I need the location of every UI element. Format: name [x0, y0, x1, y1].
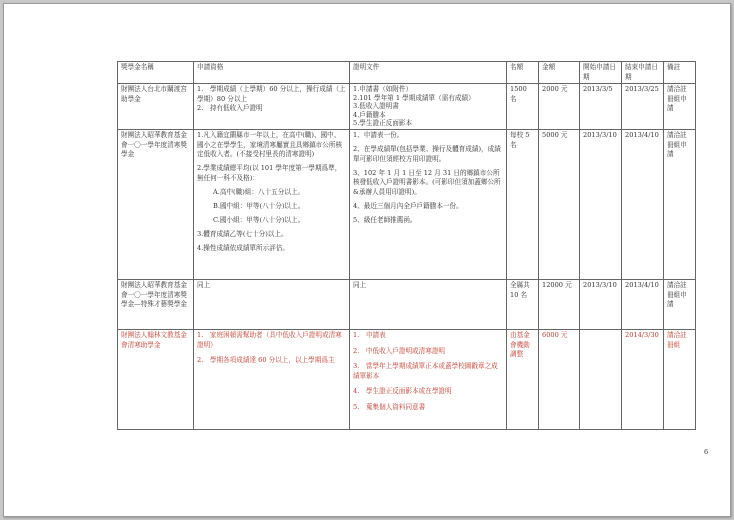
quota: 全縣共 10 名: [507, 280, 539, 330]
header-end-date: 結束申請日期: [622, 62, 664, 84]
documents-cell: [350, 130, 507, 280]
amount: 6000 元: [539, 330, 580, 430]
start-date: 2013/3/10: [580, 280, 622, 330]
quota: 每校 5 名: [507, 130, 539, 280]
document-item: 2.101 學年第 1 學期成績單（需有成績）: [353, 93, 475, 102]
document-item: 5、級任老師推薦函。: [353, 215, 417, 224]
document-item: 2、在學成績單(包括學業、操行及體育成績)，成績單可影印但須經校方用印證明。: [353, 145, 501, 163]
end-date: 2014/3/30: [622, 330, 664, 430]
header-quota: 名額: [507, 62, 539, 84]
eligibility-item: 1.凡入籍宜蘭縣市一年以上，在高中(職)、國中、國小之在學學生，家境清寒屬實且具鄉鎮市公所核定低收入者。(不接受村里長的清寒證明): [197, 131, 343, 158]
amount: 5000 元: [539, 130, 580, 280]
note: 請洽註冊組: [664, 330, 696, 430]
scholarship-name: 財團法人昭華教育基金會一〇一學年度清寒獎學金: [118, 130, 194, 280]
end-date: 2013/4/10: [622, 130, 664, 280]
document-item: 3.低收入證明書: [353, 102, 399, 110]
header-row: [118, 62, 696, 84]
document-item: 4.戶籍謄本: [353, 110, 386, 119]
header-name: 獎學金名稱: [118, 62, 194, 84]
eligibility-cell: [194, 84, 350, 130]
eligibility-item: 1. 學期成績（上學期）60 分以上，操行成績（上學期）80 分以上: [197, 85, 346, 103]
amount: 2000 元: [539, 84, 580, 130]
table-row: [118, 330, 696, 430]
scholarship-name: 財團法人翰林文教基金會清寒助學金: [118, 330, 194, 430]
header-note: 備註: [664, 62, 696, 84]
scholarship-table: [117, 61, 696, 430]
document-item: 1. 申請表: [353, 331, 386, 339]
note: 請洽註冊組申請: [664, 280, 696, 330]
end-date: 2013/4/10: [622, 280, 664, 330]
table-row: [118, 130, 696, 280]
eligibility-item: A.高中(職)組：八十五分以上。: [213, 187, 305, 196]
quota: 由基金會機動調整: [507, 330, 539, 430]
header-amount: 金額: [539, 62, 580, 84]
eligibility-item: C.國小組：甲等(八十分)以上。: [213, 215, 305, 224]
document-item: 5. 蒐集個人資料同意書: [353, 402, 426, 411]
header-eligibility: 申請資格: [194, 62, 350, 84]
document-item: 3. 當學年上學期成績單正本或蓋學校圖戳章之成績單影本: [353, 362, 498, 380]
document-item: 5.學生證正反面影本: [353, 119, 413, 127]
scholarship-name: 財團法人台北市關渡宮助學金: [118, 84, 194, 130]
start-date: [580, 330, 622, 430]
header-start-date: 開始申請日期: [580, 62, 622, 84]
eligibility-cell: [194, 330, 350, 430]
eligibility-item: 3.體育成績乙等(七十分)以上。: [197, 229, 288, 238]
end-date: 2013/3/25: [622, 84, 664, 130]
document-item: 4、最近三個月內全戶戶籍謄本一份。: [353, 201, 463, 210]
table-row: [118, 84, 696, 130]
eligibility-item: 2. 學期各項成績達 60 分以上，以上學期爲主: [197, 356, 335, 364]
document-item: 2. 中低收入戶證明或清寒證明: [353, 346, 446, 355]
start-date: 2013/3/10: [580, 130, 622, 280]
header-documents: 證明文件: [350, 62, 507, 84]
eligibility-item: 2. 持有低收入戶證明: [197, 104, 263, 112]
eligibility-item: 1. 家庭困頓需幫助者（具中低收入戶證明或清寒證明）: [197, 331, 342, 349]
table-row: [118, 280, 696, 330]
eligibility-item: B.國中組：甲等(八十分)以上。: [213, 201, 305, 210]
document-item: 1.申請書（如附件）: [353, 85, 413, 93]
document-item: 1、申請表一份。: [353, 131, 404, 139]
document-item: 4. 學生證正反面影本或在學證明: [353, 387, 452, 395]
document-page: [3, 3, 731, 517]
documents-cell: [350, 84, 507, 130]
documents-cell: [350, 330, 507, 430]
note: 請洽註冊組申請: [664, 130, 696, 280]
scholarship-name: 財團法人昭華教育基金會一〇一學年度清寒獎學金—特殊才藝獎學金: [118, 280, 194, 330]
eligibility-item: 2.學業成績總平均(以 101 學年度第一學期爲準，無任何一科不及格)：: [197, 164, 342, 182]
quota: 1500 名: [507, 84, 539, 130]
eligibility-cell: [194, 130, 350, 280]
documents-cell: 同上: [350, 280, 507, 330]
amount: 12000 元: [539, 280, 580, 330]
eligibility-item: 4.操性成績依成績單所示評估。: [197, 243, 290, 252]
eligibility-cell: 同上: [194, 280, 350, 330]
note: 請洽註冊組申請: [664, 84, 696, 130]
page-number: 6: [704, 448, 709, 456]
start-date: 2013/3/5: [580, 84, 622, 130]
document-item: 3、102 年 1 月 1 日至 12 月 31 日的鄉鎮市公所核發低收入戶證明書影本。(可影印但須加蓋鄉公所&承辦人員用印證明)。: [353, 168, 501, 196]
